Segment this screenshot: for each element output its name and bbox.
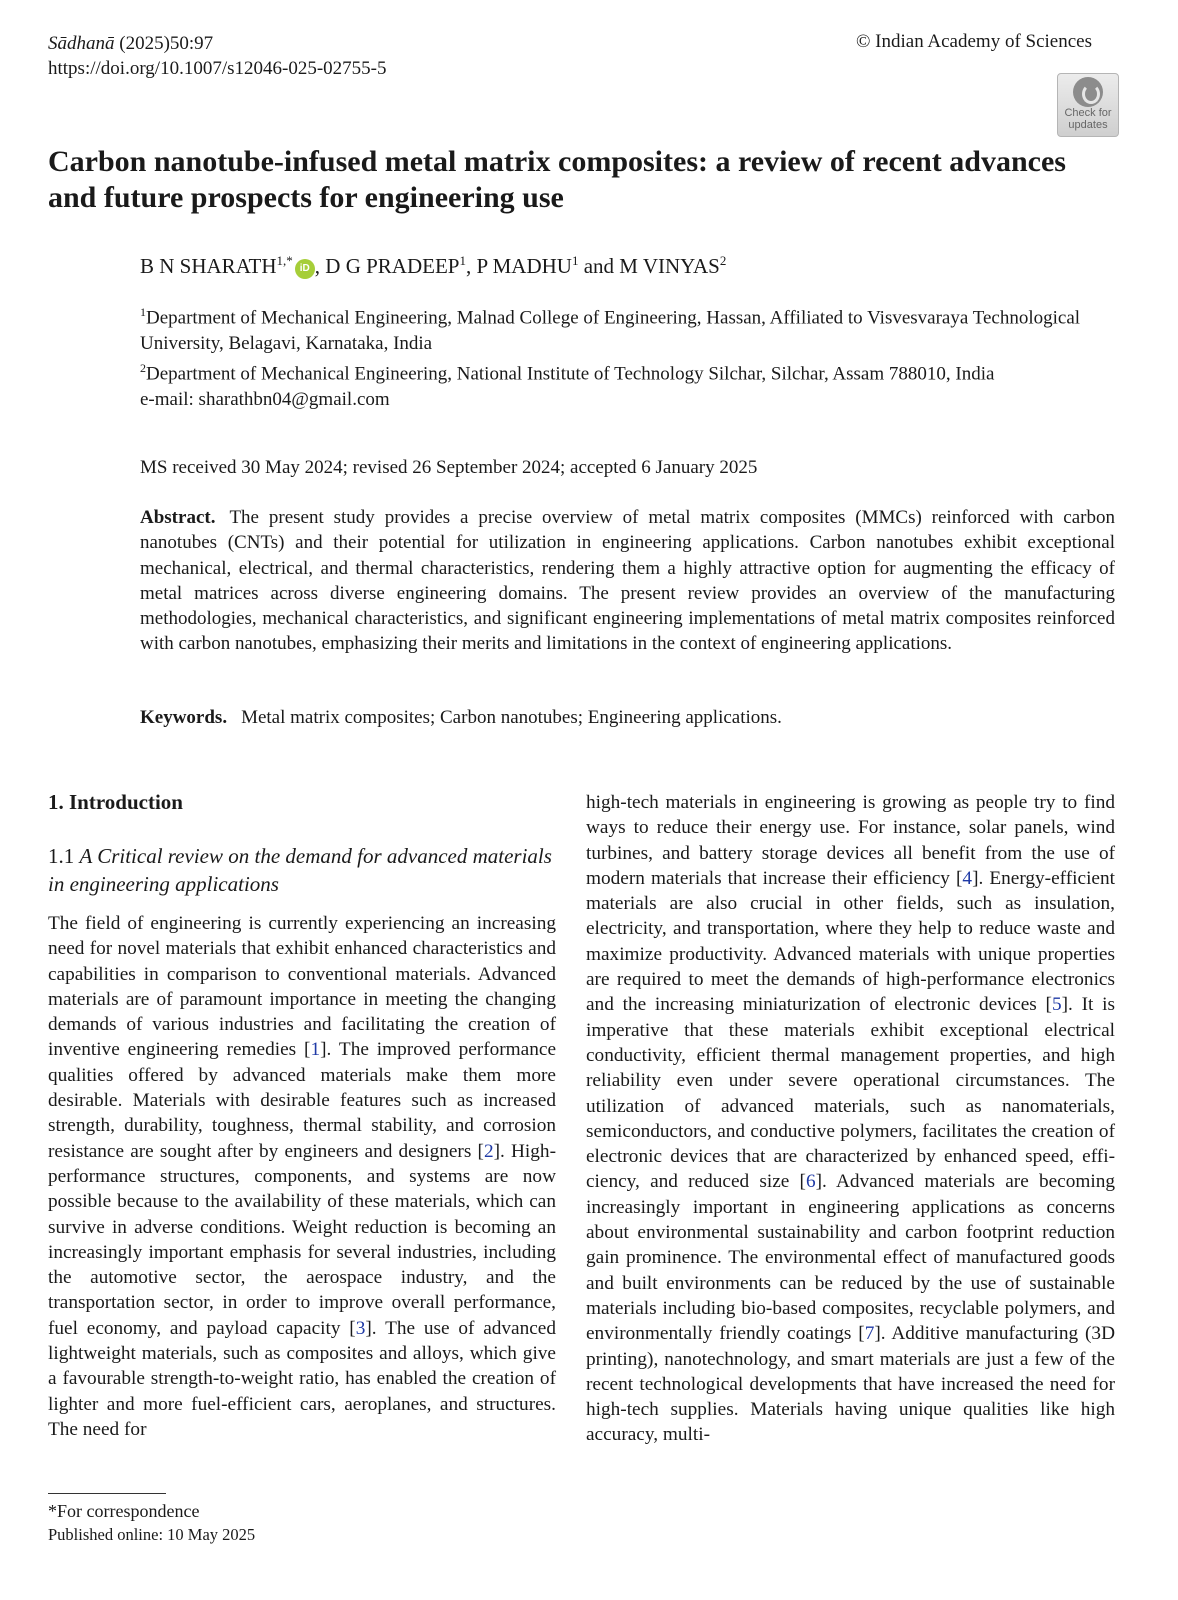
author-1: B N SHARATH [140,254,277,278]
citation-link[interactable]: 1 [310,1039,321,1061]
citation-link[interactable]: 5 [1051,994,1062,1016]
journal-name: Sādhanā [48,33,115,54]
crossmark-icon [1073,77,1103,107]
citation-link[interactable]: 7 [864,1323,875,1345]
author-list: B N $SHARATH^{1,*}iD$ , D G PRADEEP$^1$, P MADHU$^1$ and M VINYAS$^2$ [140,253,727,278]
author-email: e-mail: sharathbn04@gmail.com [140,389,390,411]
body-text: The field of engineering is currently experiencing an increasing need for novel materials that exhibit enhanced characteristics and capabilities in comparison to conventional materials. Advanced materials are of paramount importance in meeting the changing demands of various industries and facilitating the creation of inventive engineering remedies [ [48,913,556,1061]
body-column-right [586,790,1115,1448]
affiliation-1-text: Department of Mechanical Engineering, Malnad College of Engineering, Hassan, Affiliated to Visvesvaraya Technological University, Belagavi, Karnataka, India [140,307,1081,354]
body-text: ]. Additive manufacturing (3D printing), nanotechnology, and smart materials are just a few of the recent technological developments that have increased the need for high-tech supplies. Materials having unique qualities like high accuracy, multi- [586,1323,1115,1446]
affiliation-1-num: 1 [140,305,146,319]
body-text: ]. Energy-efficient materials are also crucial in other fields, such as insulation, electricity, and transportation, where they help to reduce waste and maximize productivity. Advanced materials with unique properties are required to meet the demands of high-performance electronics and the increasing miniaturization of electronic devices [ [586,867,1115,1016]
volume-info: (2025)50:97 [119,33,214,54]
check-for-updates-button[interactable] [1057,73,1119,137]
author-and: and [583,254,615,278]
subsection-title: A Critical review on the demand for advanced materials in engineering applications [48,844,552,896]
author-2-affil: 1 [459,253,466,268]
published-date: Published online: 10 May 2025 [48,1525,256,1544]
keywords [140,707,782,729]
journal-header [48,31,386,81]
abstract-text: The present study provides a precise overview of metal matrix composites (MMCs) reinforced with carbon nanotubes (CNTs) and their potential for utilization in engineering applications. Carbon nanotubes exhibit exceptional mechanical, electrical, and thermal characteristics, rendering them a highly attractive option for augmenting the efficacy of metal matrices across diverse engineering domains. The present review provides an overview of the manufacturing methodologies, mechanical characteristics, and significant engineering implementations of metal matrix composites reinforced with carbon nanotubes, emphasizing their merits and limitations in the context of engineering applications. [140,507,1115,655]
body-text: ]. It is imperative that these materials exhibit exceptional electrical conductivity, efficient thermal management properties, and high reliability even under severe operational circumstances. The utilization of advanced materials, such as nanomaterials, semiconductors, and conductive polymers, facilitates the creation of electronic devices that are characterized by enhanced speed, efficiency, and reduced size [ [586,994,1115,1193]
citation-link[interactable]: 3 [355,1317,366,1339]
check-badge-line1: Check for [1064,107,1112,119]
section-heading: 1. Introduction [48,790,183,814]
footnote-divider [48,1493,166,1494]
subsection-heading [48,842,556,898]
keywords-text: Metal matrix composites; Carbon nanotubes; Engineering applications. [241,707,782,728]
body-text: ]. The improved performance qualities offered by advanced materials make them more desirable. Materials with desirable features such as increased strength, durability, toughness, thermal stability, and corrosion resistance are sought after by engineers and designers [ [48,1039,556,1162]
subsection-number: 1.1 [48,844,75,868]
copyright-notice: © Indian Academy of Sciences [855,31,1092,52]
affiliation-2 [140,356,1115,387]
affiliations [140,300,1115,413]
body-text: high-tech materials in engineering is growing as people try to find ways to reduce their energy use. For instance, solar panels, wind turbines, and battery storage devices all benefit from the use of modern materials that increase their efficiency [ [586,792,1115,889]
author-4: M VINYAS [619,254,720,278]
body-text: ]. The use of advanced lightweight materials, such as composites and alloys, which give a favourable strength-to-weight ratio, has enabled the creation of lighter and more fuel-efficient cars, aeroplanes, and structures. The need for [48,1317,556,1440]
abstract-label: Abstract. [140,507,216,528]
affiliation-2-num: 2 [140,361,146,376]
author-4-affil: 2 [719,253,727,268]
keywords-label: Keywords. [140,707,228,728]
citation-link[interactable]: 2 [483,1140,494,1162]
body-text: ]. High-performance structures, components, and systems are now possible because to the availability of these materials, which can survive in adverse conditions. Weight reduction is becoming an increasingly important emphasis for several industries, including the automotive sector, the aerospace industry, and the transportation sector, in order to improve overall performance, fuel economy, and payload capacity [ [48,1140,556,1339]
affiliation-2-text: Department of Mechanical Engineering, National Institute of Technology Silchar, Silchar, Assam 788010, India [146,363,995,385]
author-3: P MADHU [476,254,572,278]
author-1-affil: 1,* [276,253,293,268]
doi-link[interactable]: https://doi.org/10.1007/s12046-025-02755-5 [48,58,387,79]
citation-link[interactable]: 4 [962,867,973,889]
paper-title: Carbon nanotube-infused metal matrix composites: a review of recent advances and future prospects for engineering use [48,145,1066,214]
correspondence-note: *For correspondence [48,1501,200,1521]
check-badge-line2: updates [1068,119,1108,131]
body-column-left [48,911,556,1442]
abstract [140,505,1115,657]
footnote [48,1500,255,1546]
citation-link[interactable]: 6 [805,1171,816,1193]
author-3-affil: 1 [571,253,579,268]
author-2: D G PRADEEP [325,254,460,278]
orcid-icon[interactable]: iD [295,259,315,279]
affiliation-1 [140,300,1115,356]
manuscript-dates: MS received 30 May 2024; revised 26 September 2024; accepted 6 January 2025 [140,457,758,478]
body-text: ]. Advanced materials are becoming increasingly important in engineering applications as concerns about environmental sustainability and carbon footprint reduction gain prominence. The environmental effect of manufactured goods and built environments can be reduced by the use of sustainable materials including bio-based composites, recyclable polymers, and environmentally friendly coatings [ [586,1171,1115,1345]
